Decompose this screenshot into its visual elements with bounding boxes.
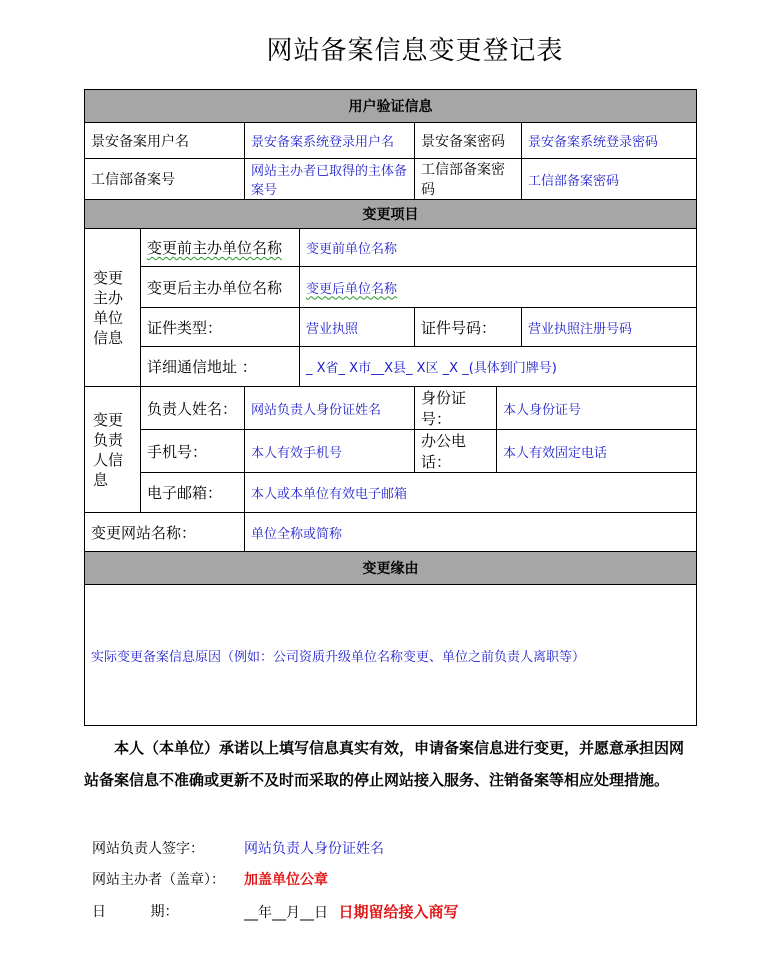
cert-type-label: 证件类型： [141,308,300,347]
form-title: 网站备案信息变更登记表 [266,36,564,66]
address-label: 详细通信地址 ： [141,347,300,387]
change-registration-form [84,89,697,726]
site-name-label: 变更网站名称： [85,513,245,552]
date-note: 日期留给接入商写 [338,903,459,921]
section-header-change-items: 变更项目 [85,200,697,229]
leader-sign-field[interactable]: 网站负责人身份证姓名 [244,841,384,857]
signature-row-leader [92,838,384,858]
section-header-user-verify: 用户验证信息 [85,90,697,123]
sponsor-seal-label: 网站主办者（盖章）： [92,872,225,888]
miit-no-field[interactable]: 网站主办者已取得的主体备案号 [245,159,415,200]
before-org-label [141,229,300,267]
after-org-field-text: 变更后单位名称 [306,281,398,297]
date-blank[interactable]: __年__月__日 [244,905,328,921]
before-org-field[interactable]: 变更前单位名称 [300,229,697,267]
leader-name-label: 负责人姓名： [141,387,245,430]
after-org-label: 变更后主办单位名称 [141,267,300,308]
jingan-pwd-label: 景安备案密码 [415,123,522,159]
email-label: 电子邮箱： [141,473,245,513]
commitment-statement [84,732,696,796]
address-field[interactable]: _ X省_ X市__X县_ X区 _X _(具体到门牌号) [300,347,697,387]
leader-name-field[interactable]: 网站负责人身份证姓名 [245,387,415,430]
office-phone-field[interactable]: 本人有效固定电话 [497,430,697,473]
change-reason-field[interactable]: 实际变更备案信息原因（例如：公司资质升级单位名称变更、单位之前负责人离职等） [85,585,697,726]
jingan-user-field[interactable]: 景安备案系统登录用户名 [245,123,415,159]
after-org-field[interactable] [300,267,697,308]
signature-row-sponsor [92,869,328,889]
jingan-pwd-field[interactable]: 景安备案系统登录密码 [522,123,697,159]
miit-no-label: 工信部备案号 [85,159,245,200]
person-side-label: 变更负责人信息 [85,387,141,513]
before-org-label-text: 变更前主办单位名称 [147,239,283,257]
commitment-text: 本人（本单位）承诺以上填写信息真实有效，申请备案信息进行变更，并愿意承担因网站备案信息不准确或更新不及时而采取的停止网站接入服务、注销备案等相应处理措施。 [84,739,685,789]
cert-no-label: 证件号码： [415,308,522,347]
mobile-label: 手机号： [141,430,245,473]
signature-row-date [92,901,459,921]
id-no-label: 身份证号： [415,387,497,430]
cert-no-field[interactable]: 营业执照注册号码 [522,308,697,347]
sponsor-seal-field[interactable]: 加盖单位公章 [244,872,328,888]
section-header-change-reason: 变更缘由 [85,552,697,585]
office-phone-label: 办公电话： [415,430,497,473]
cert-type-field[interactable]: 营业执照 [300,308,415,347]
org-side-label: 变更主办单位信息 [85,229,141,387]
miit-pwd-field[interactable]: 工信部备案密码 [522,159,697,200]
date-field [244,901,458,922]
mobile-field[interactable]: 本人有效手机号 [245,430,415,473]
miit-pwd-label: 工信部备案密码 [415,159,522,200]
id-no-field[interactable]: 本人身份证号 [497,387,697,430]
leader-sign-label: 网站负责人签字： [92,841,204,857]
jingan-user-label: 景安备案用户名 [85,123,245,159]
email-field[interactable]: 本人或本单位有效电子邮箱 [245,473,697,513]
site-name-field[interactable]: 单位全称或简称 [245,513,697,552]
date-label: 日 期： [92,904,179,920]
